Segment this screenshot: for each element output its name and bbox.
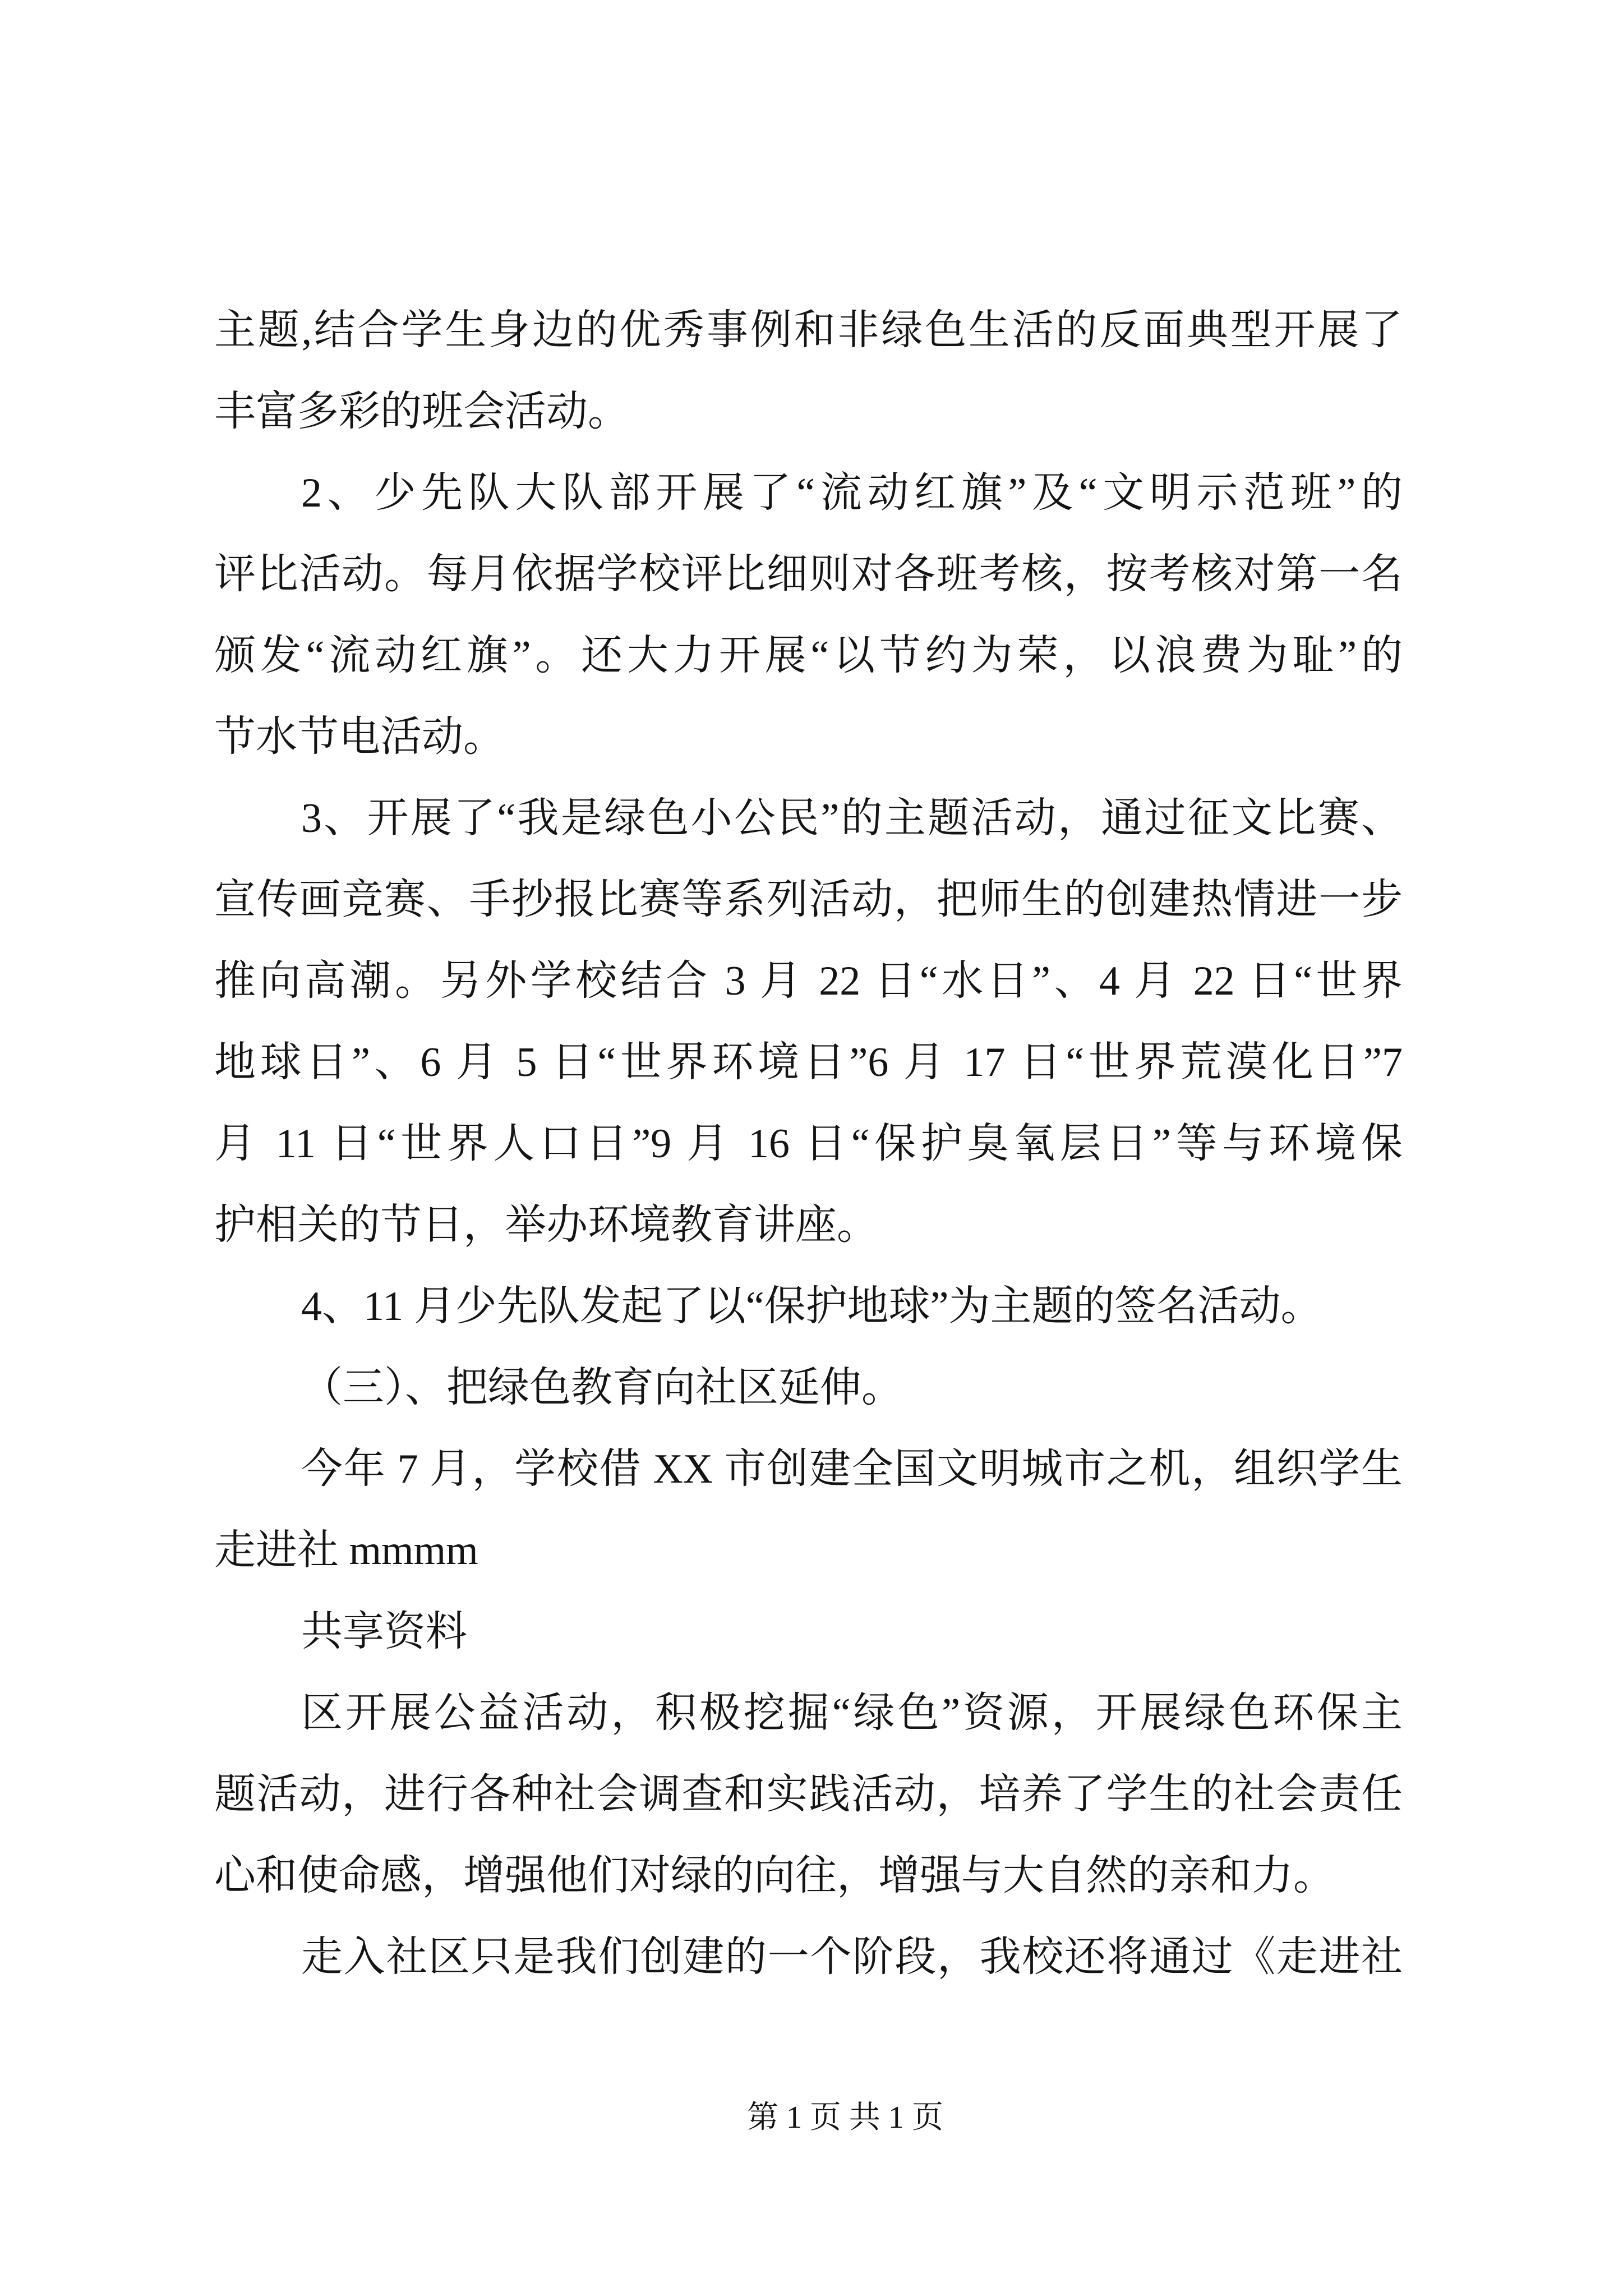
paragraph: [214, 778, 1403, 1266]
paragraph: [214, 1266, 1403, 1347]
paragraph-line: 走入社区只是我们创建的一个阶段，我校还将通过《走进社: [301, 1934, 1403, 1980]
paragraph-line: 颁发“流动红旗”。还大力开展“以节约为荣，以浪费为耻”的: [214, 633, 1403, 679]
document-body: [214, 290, 1403, 1998]
paragraph-line: 丰富多彩的班会活动。: [214, 389, 629, 435]
paragraph: [214, 453, 1403, 778]
paragraph-line: 区开展公益活动，积极挖掘“绿色”资源，开展绿色环保主: [301, 1690, 1403, 1736]
paragraph: [214, 1673, 1403, 1917]
paragraph: [214, 1429, 1403, 1591]
paragraph-line: 节水节电活动。: [214, 714, 505, 760]
paragraph-line: 推向高潮。另外学校结合 3 月 22 日“水日”、4 月 22 日“世界: [214, 958, 1403, 1004]
shared-material-label: [214, 1591, 1403, 1673]
paragraph-line: 评比活动。每月依据学校评比细则对各班考核，按考核对第一名: [214, 551, 1403, 597]
shared-material-text: 共享资料: [301, 1609, 467, 1655]
paragraph-line: 心和使命感，增强他们对绿的向往，增强与大自然的亲和力。: [214, 1853, 1335, 1899]
paragraph-line: 主题,结合学生身边的优秀事例和非绿色生活的反面典型开展了: [214, 307, 1403, 353]
paragraph-line: 题活动，进行各种社会调查和实践活动，培养了学生的社会责任: [214, 1772, 1403, 1818]
paragraph-line: 3、开展了“我是绿色小公民”的主题活动，通过征文比赛、: [301, 795, 1403, 841]
section-heading-text: （三）、把绿色教育向社区延伸。: [301, 1365, 903, 1411]
paragraph-line: 月 11 日“世界人口日”9 月 16 日“保护臭氧层日”等与环境保: [214, 1121, 1403, 1167]
paragraph: [214, 290, 1403, 453]
paragraph-line: 地球日”、6 月 5 日“世界环境日”6 月 17 日“世界荒漠化日”7: [214, 1039, 1403, 1085]
paragraph-line: 走进社 mmmm: [214, 1527, 478, 1573]
paragraph: [214, 1917, 1403, 1998]
paragraph-line: 护相关的节日，举办环境教育讲座。: [214, 1202, 878, 1248]
section-heading: [214, 1347, 1403, 1429]
page-footer: [67, 2097, 1623, 2138]
page-number: 第 1 页 共 1 页: [747, 2100, 943, 2135]
paragraph-line: 今年 7 月，学校借 XX 市创建全国文明城市之机，组织学生: [301, 1446, 1403, 1492]
paragraph-line: 宣传画竞赛、手抄报比赛等系列活动，把师生的创建热情进一步: [214, 877, 1403, 923]
paragraph-line: 2、少先队大队部开展了“流动红旗”及“文明示范班”的: [301, 470, 1403, 516]
paragraph-line: 4、11 月少先队发起了以“保护地球”为主题的签名活动。: [301, 1283, 1322, 1329]
